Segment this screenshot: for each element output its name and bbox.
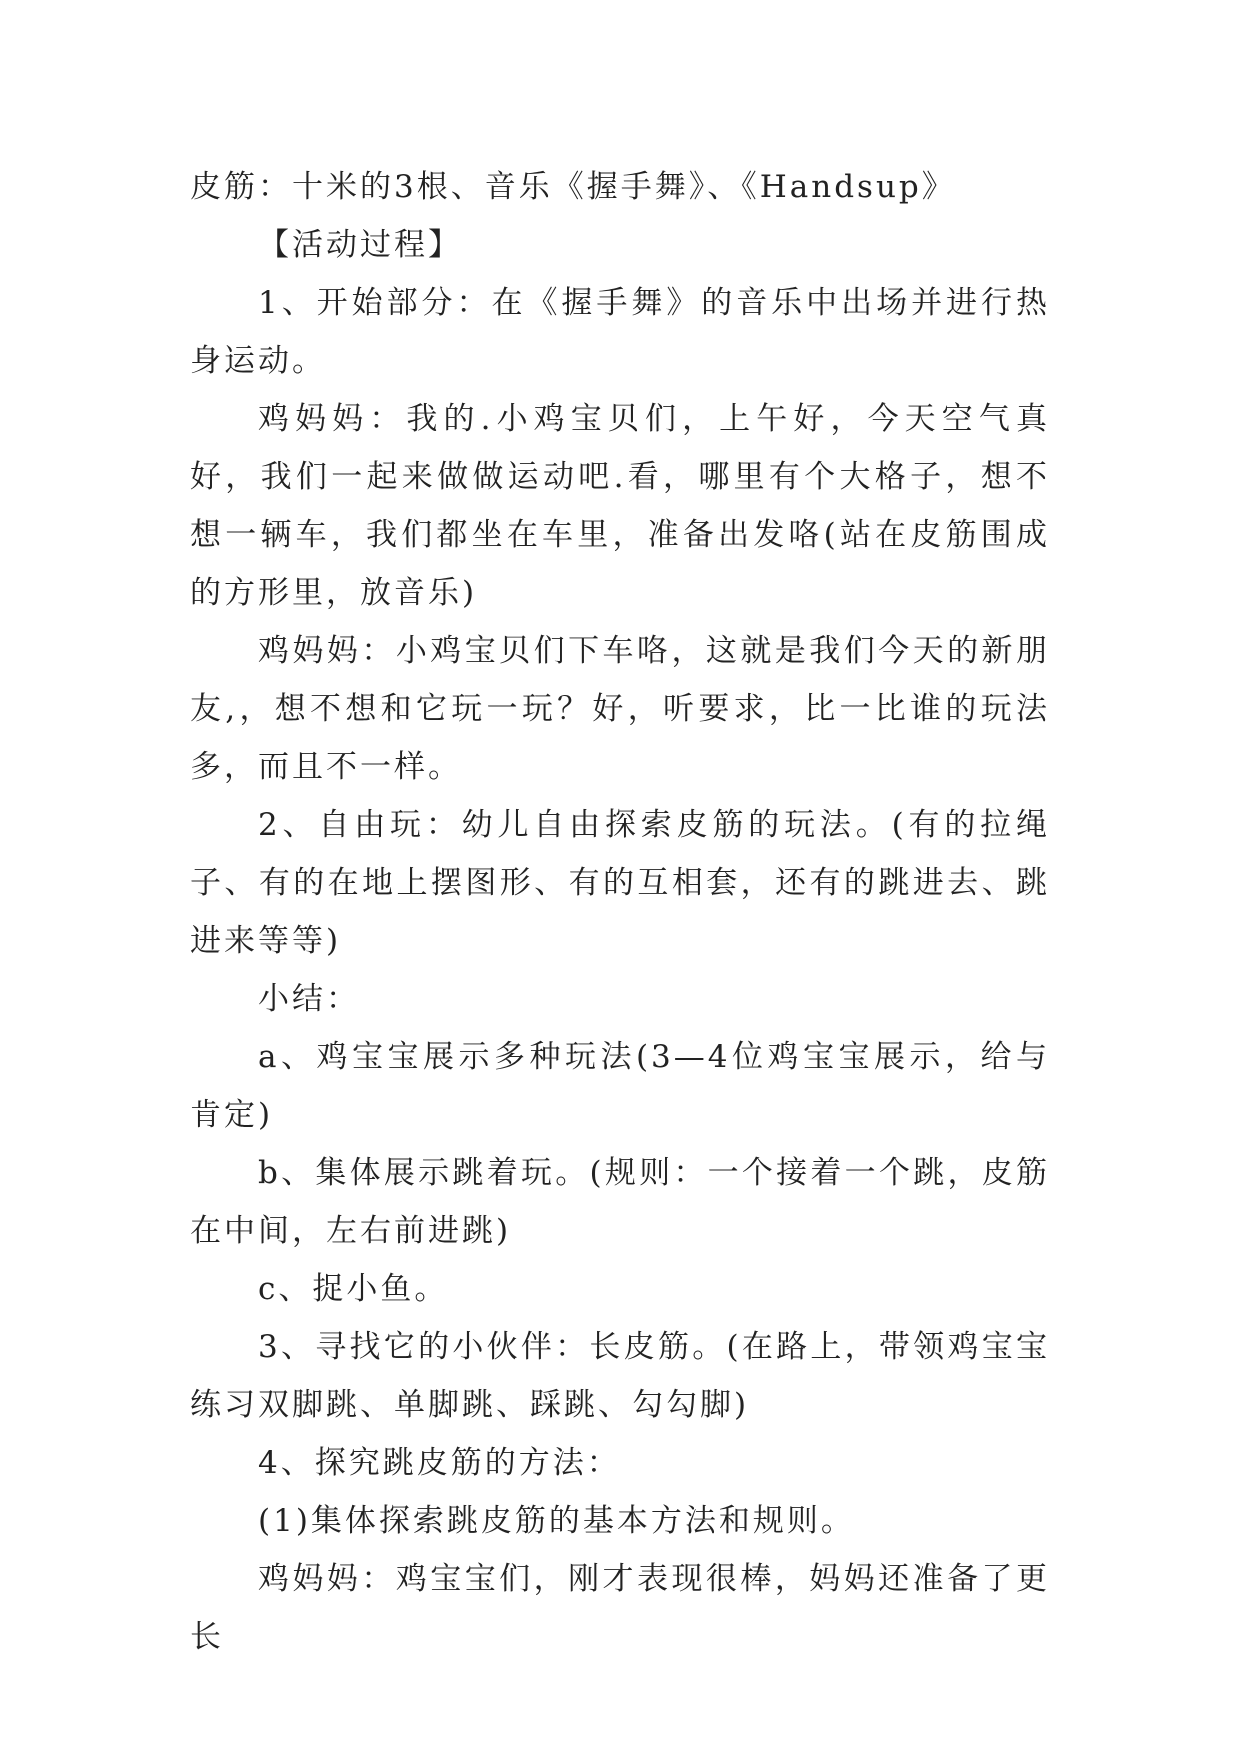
step-1-paragraph: 1、开始部分：在《握手舞》的音乐中出场并进行热身运动。 bbox=[190, 285, 1050, 379]
section-heading-activity-process: 【活动过程】 bbox=[258, 227, 462, 263]
step-3-paragraph: 3、寻找它的小伙伴：长皮筋。(在路上，带领鸡宝宝练习双脚跳、单脚跳、踩跳、勾勾脚) bbox=[190, 1329, 1050, 1423]
step-2-paragraph: 2、自由玩：幼儿自由探索皮筋的玩法。(有的拉绳子、有的在地上摆图形、有的互相套，还有的跳进去、跳进来等等) bbox=[190, 807, 1050, 959]
materials-paragraph: 皮筋：十米的3根、音乐《握手舞》、《Handsup》 bbox=[190, 169, 956, 205]
summary-item-a: a、鸡宝宝展示多种玩法(3—4位鸡宝宝展示，给与肯定) bbox=[190, 1039, 1050, 1133]
summary-item-c: c、捉小鱼。 bbox=[258, 1271, 449, 1307]
step-4-paragraph: 4、探究跳皮筋的方法： bbox=[258, 1445, 621, 1481]
dialogue-paragraph: 鸡妈妈：我的.小鸡宝贝们，上午好，今天空气真好，我们一起来做做运动吧.看，哪里有个大格子，想不想一辆车，我们都坐在车里，准备出发咯(站在皮筋围成的方形里，放音乐) bbox=[190, 401, 1050, 611]
summary-label: 小结： bbox=[258, 981, 360, 1017]
dialogue-paragraph: 鸡妈妈：鸡宝宝们，刚才表现很棒，妈妈还准备了更长 bbox=[190, 1561, 1050, 1655]
dialogue-paragraph: 鸡妈妈：小鸡宝贝们下车咯，这就是我们今天的新朋友,，想不想和它玩一玩？好，听要求，比一比谁的玩法多，而且不一样。 bbox=[190, 633, 1050, 785]
summary-item-b: b、集体展示跳着玩。(规则：一个接着一个跳，皮筋在中间，左右前进跳) bbox=[190, 1155, 1050, 1249]
document-body bbox=[190, 158, 1050, 1666]
step-4-subitem-1: (1)集体探索跳皮筋的基本方法和规则。 bbox=[258, 1503, 855, 1539]
